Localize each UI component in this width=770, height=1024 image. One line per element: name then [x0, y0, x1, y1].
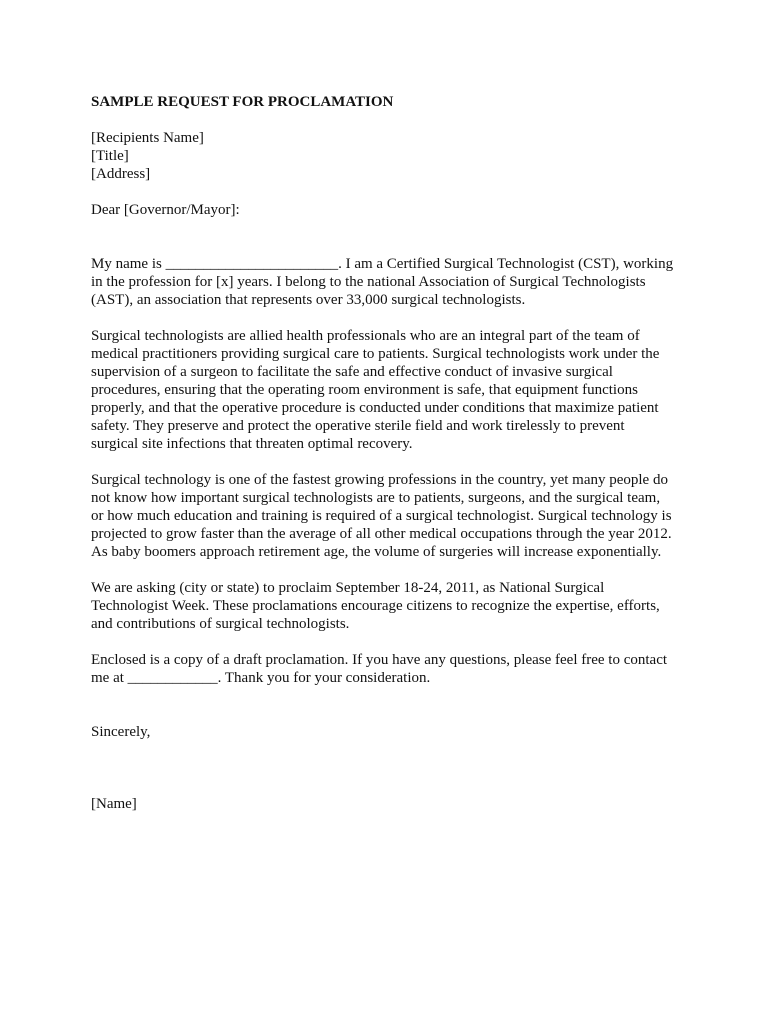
paragraph-line: Enclosed is a copy of a draft proclamation. If you have any questions, please feel free to contact [91, 652, 668, 668]
paragraph-line: or how much education and training is required of a surgical technologist. Surgical technology is [91, 508, 672, 524]
paragraph-line: Surgical technologists are allied health professionals who are an integral part of the team of [91, 328, 640, 344]
paragraph-line: Technologist Week. These proclamations encourage citizens to recognize the expertise, efforts, [91, 598, 660, 614]
paragraph-line: procedures, ensuring that the operating room environment is safe, that equipment functions [91, 382, 638, 398]
paragraph-line: Surgical technology is one of the fastest growing professions in the country, yet many people do [91, 472, 668, 488]
paragraph-line: supervision of a surgeon to facilitate the safe and effective conduct of invasive surgical [91, 364, 613, 380]
paragraph-growth [91, 471, 691, 561]
letter-body [91, 93, 691, 813]
recipient-title: [Title] [91, 148, 129, 164]
salutation: Dear [Governor/Mayor]: [91, 202, 240, 218]
signature-name: [Name] [91, 796, 137, 812]
paragraph-enclosure [91, 651, 691, 687]
document-title: SAMPLE REQUEST FOR PROCLAMATION [91, 94, 394, 110]
paragraph-line: surgical site infections that threaten optimal recovery. [91, 436, 413, 452]
paragraph-request [91, 579, 691, 633]
paragraph-line: me at ____________. Thank you for your consideration. [91, 670, 431, 686]
paragraph-line: projected to grow faster than the average of all other medical occupations through the year 2012. [91, 526, 672, 542]
paragraph-line: My name is _______________________. I am a Certified Surgical Technologist (CST), working [91, 256, 674, 272]
paragraph-line: properly, and that the operative procedure is conducted under conditions that maximize patient [91, 400, 659, 416]
paragraph-line: (AST), an association that represents over 33,000 surgical technologists. [91, 292, 526, 308]
paragraph-intro [91, 255, 691, 309]
paragraph-line: in the profession for [x] years. I belong to the national Association of Surgical Technologists [91, 274, 646, 290]
paragraph-line: medical practitioners providing surgical care to patients. Surgical technologists work under the [91, 346, 660, 362]
paragraph-line: safety. They preserve and protect the operative sterile field and work tirelessly to prevent [91, 418, 625, 434]
paragraph-line: As baby boomers approach retirement age, the volume of surgeries will increase exponentially. [91, 544, 662, 560]
paragraph-line: We are asking (city or state) to proclaim September 18-24, 2011, as National Surgical [91, 580, 605, 596]
paragraph-role [91, 327, 691, 453]
recipient-address: [Address] [91, 166, 151, 182]
closing: Sincerely, [91, 724, 151, 740]
paragraph-line: and contributions of surgical technologists. [91, 616, 350, 632]
recipient-block [91, 129, 691, 183]
paragraph-line: not know how important surgical technologists are to patients, surgeons, and the surgical team, [91, 490, 661, 506]
recipient-name: [Recipients Name] [91, 130, 204, 146]
